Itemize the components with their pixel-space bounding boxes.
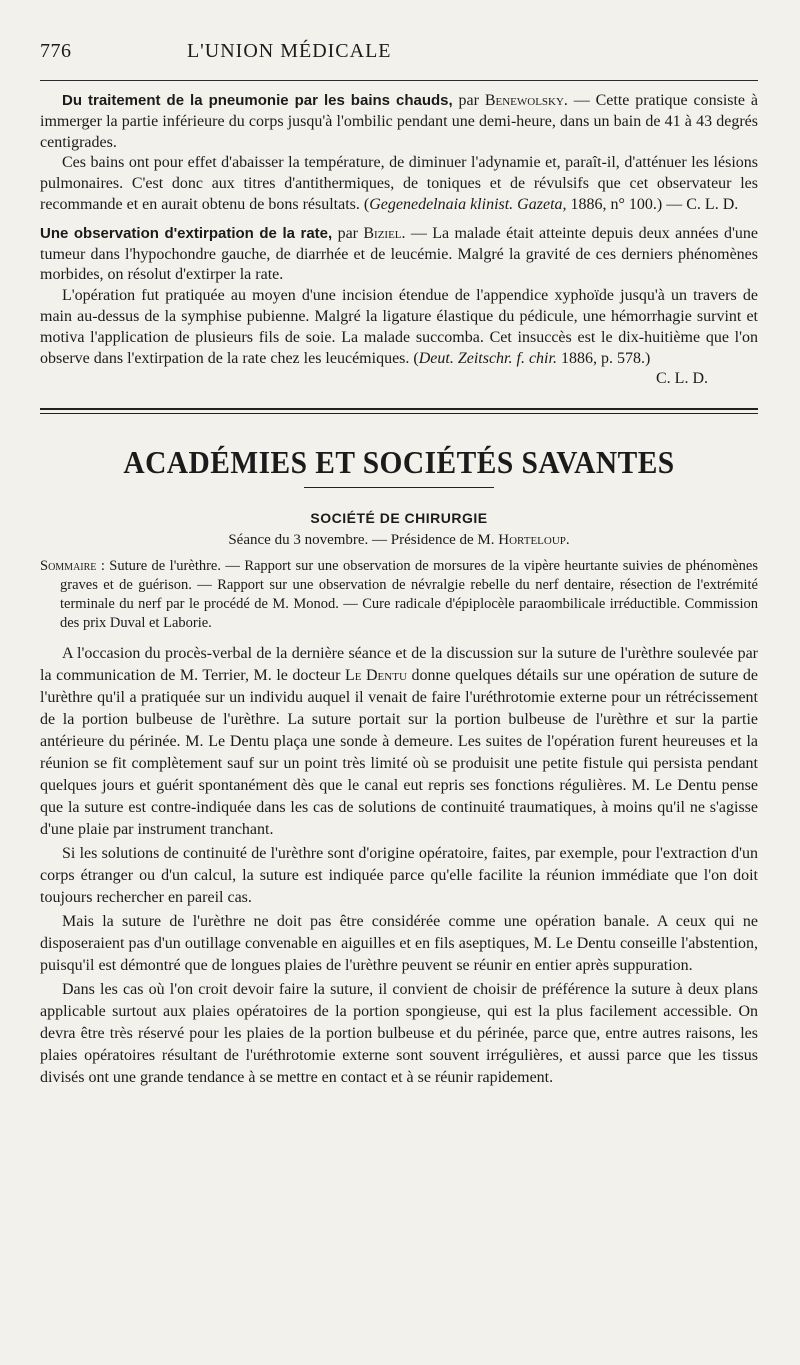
page-number: 776: [40, 40, 72, 62]
article-rate: [40, 224, 758, 390]
summary-text: Suture de l'urèthre. — Rapport sur une observation de morsures de la vipère heurtante suivies de phénomènes graves et de guérison. — Rapport sur une observation de névralgie rebelle du nerf dentaire, résection de l'extrémité terminale du nerf par le procédé de M. Monod. — Cure radicale d'épiplocèle paraombilicale irréductible. Commission des prix Duval et Laborie.: [60, 558, 758, 632]
article-pneumonie-title: Du traitement de la pneumonie par les bains chauds,: [62, 92, 453, 109]
journal-title: L'UNION MÉDICALE: [186, 40, 392, 62]
article-pneumonie-p2: [40, 153, 758, 215]
article-rate-by: par: [332, 224, 364, 242]
section-title-rule: [304, 487, 494, 488]
running-header: [40, 40, 758, 81]
article-pneumonie-p2-text: Ces bains ont pour effet d'abaisser la température, de diminuer l'adynamie et, paraît-il, d'atténuer les lésions pulmonaires. C'est donc aux titres d'antithermiques, de toniques et de révulsifs que cet observateur les recommande et en aurait obtenu de bons résultats. (: [40, 154, 758, 213]
article-pneumonie-p1: [40, 91, 758, 153]
article-rate-p1: [40, 224, 758, 286]
article-pneumonie-by: par: [452, 92, 485, 109]
article-rate-author: Biziel.: [363, 224, 406, 242]
article-pneumonie-p1-text: — Cette pratique consiste à immerger la partie inférieure du corps jusqu'à l'ombilic pendant une demi-heure, dans un bain de 41 à 43 degrés centigrades.: [40, 92, 758, 151]
body-p1-b: donne quelques détails sur une opération de suture de l'urèthre qu'il a pratiquée sur un individu auquel il venait de faire l'uréthrotomie externe pour un rétrécissement de la portion bulbeuse de l'urèthre. La suture portait sur la portion bulbeuse de l'urèthre et sur la partie antérieure du périnée. M. Le Dentu plaça une sonde à demeure. Les suites de l'opération furent heureuses et la réunion se fit complètement sauf sur un point très limité où se produisit une petite fistule qui persista pendant quelques jours et guérit spontanément dès que le canal eut repris ses fonctions régulières. M. Le Dentu pense que la suture est contre-indiquée dans les cas de solutions de continuité traumatiques, à moins qu'il ne s'agisse d'une plaie par instrument tranchant.: [40, 667, 759, 839]
article-rate-signature: C. L. D.: [656, 370, 708, 388]
body-paragraph-2: Si les solutions de continuité de l'urèthre sont d'origine opératoire, faites, par exemple, pour l'extraction d'un corps étranger ou d'un calcul, la suture est indiquée parce qu'elle facilite la réunion immédiate que l'on doit toujours rechercher en pareil cas.: [40, 845, 758, 907]
article-rate-title: Une observation d'extirpation de la rate,: [40, 224, 333, 242]
body-paragraph-4: Dans les cas où l'on croit devoir faire la suture, il convient de choisir de préférence la suture à deux plans applicable surtout aux plaies opératoires de la portion spongieuse, qui est la plus facilement accessible. On devra être très réservé pour les plaies de la portion bulbeuse et du périnée, parce que, entre autres raisons, les plaies opératoires résultant de l'uréthrotomie externe sont souvent irrégulières, et aussi parce que les tissus divisés ont une grande tendance à se mettre en contact et à se réunir rapidement.: [40, 981, 758, 1087]
section-title: ACADÉMIES ET SOCIÉTÉS SAVANTES: [123, 444, 675, 481]
article-pneumonie-p2-end: 1886, n° 100.) — C. L. D.: [566, 195, 739, 213]
session-prefix: Séance du 3 novembre. — Présidence de M.: [228, 532, 499, 549]
body-paragraph-3: Mais la suture de l'urèthre ne doit pas être considérée comme une opération banale. A ceux qui ne disposeraient pas d'un outillage convenable en aiguilles et en fils aseptiques, M. Le Dentu conseille l'abstention, puisqu'il est démontré que de longues plaies de l'urèthre peuvent se réunir en entier après suppuration.: [40, 913, 758, 975]
session-line: [40, 532, 758, 549]
article-rate-p1-text: — La malade était atteinte depuis deux années d'une tumeur dans l'hypochondre gauche, de diarrhée et de leucémie. Malgré la gravité de ces derniers phénomènes morbides, on résolut d'extirper la rate.: [40, 224, 758, 284]
article-pneumonie: [40, 91, 758, 216]
article-rate-p2-end: 1886, p. 578.): [556, 349, 651, 367]
article-rate-p2: [40, 286, 758, 369]
body-p1-a: A l'occasion du procès-verbal de la dernière séance et de la discussion sur la suture de l'urèthre soulevée par la communication de M. Terrier, M. le docteur: [40, 645, 758, 685]
body-paragraph-1: [40, 643, 758, 841]
session-president: Horteloup.: [498, 532, 570, 549]
article-gap: [40, 216, 758, 224]
page-content: [40, 40, 758, 1089]
section-double-rule: [40, 408, 758, 414]
body-p1-name: Le Dentu: [344, 667, 407, 685]
article-rate-ref: Deut. Zeitschr. f. chir.: [418, 349, 557, 367]
article-pneumonie-author: Benewolsky.: [484, 92, 568, 109]
body-text: [40, 643, 758, 1089]
article-rate-p2-text: L'opération fut pratiquée au moyen d'une incision étendue de l'appendice xyphoïde jusqu'à un travers de main au-dessus de la symphise pubienne. Malgré la ligature élastique du pédicule, une hémorrhagie survint et motiva l'application de plusieurs fils de soie. La malade succomba. Cet insuccès est le dix-huitième que l'on observe dans l'extirpation de la rate chez les leucémiques. (: [40, 287, 758, 367]
summary: [40, 557, 758, 633]
summary-label: Sommaire :: [40, 558, 105, 575]
society-heading: SOCIÉTÉ DE CHIRURGIE: [310, 510, 488, 527]
article-pneumonie-ref: Gegenedelnaia klinist. Gazeta,: [369, 195, 567, 213]
